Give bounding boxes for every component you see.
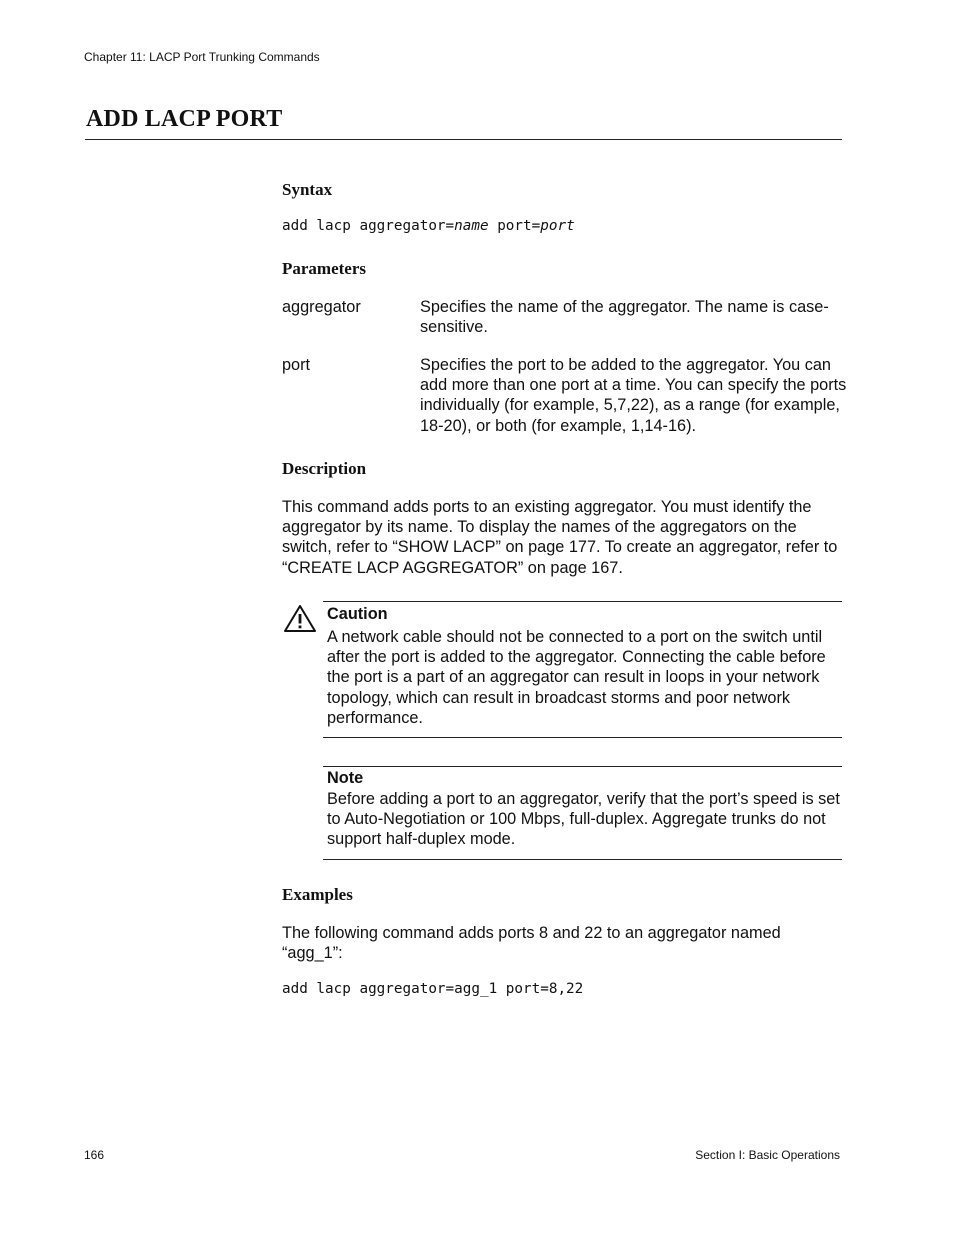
parameters-heading: Parameters <box>282 259 367 278</box>
description-heading: Description <box>282 459 367 478</box>
note-bottom-rule <box>323 859 842 860</box>
syntax-heading: Syntax <box>282 180 333 199</box>
footer-section: Section I: Basic Operations <box>695 1148 840 1162</box>
syntax-cmd-part1: add lacp aggregator= <box>282 218 455 234</box>
description-text: This command adds ports to an existing aggregator. You must identify the aggregator by its name. To display the names of the aggregators on the switch, refer to “SHOW LACP” on page 177. To create an aggregator, refer to “CREATE LACP AGGREGATOR” on page 167. <box>282 498 838 577</box>
note-top-rule <box>323 766 842 767</box>
page-title: ADD LACP PORT <box>86 106 283 132</box>
caution-top-rule <box>323 601 842 602</box>
note-label: Note <box>327 769 364 787</box>
title-rule <box>85 139 842 140</box>
param-name: port <box>282 356 311 374</box>
page-number: 166 <box>84 1148 105 1162</box>
syntax-command <box>282 218 575 234</box>
example-command: add lacp aggregator=agg_1 port=8,22 <box>282 981 584 997</box>
param-description: Specifies the port to be added to the aggregator. You can add more than one port at a time. You can specify the ports individually (for example, 5,7,22), as a range (for example, 18-20), or both (for example, 1,14-16). <box>420 356 847 435</box>
note-text: Before adding a port to an aggregator, verify that the port’s speed is set to Auto-Negotiation or 100 Mbps, full-duplex. Aggregate trunks do not support half-duplex mode. <box>327 790 840 849</box>
caution-bottom-rule <box>323 737 842 738</box>
syntax-cmd-part2: port= <box>488 218 541 234</box>
caution-label: Caution <box>327 605 388 623</box>
syntax-arg-name: name <box>454 218 489 234</box>
warning-triangle-icon <box>283 604 317 634</box>
param-description: Specifies the name of the aggregator. The name is case-sensitive. <box>420 298 829 337</box>
caution-text: A network cable should not be connected to a port on the switch until after the port is added to the aggregator. Connecting the cable before the port is a part of an aggregator can result in loops in your network topology, which can result in broadcast storms and poor network performance. <box>327 628 826 727</box>
examples-text: The following command adds ports 8 and 22 to an aggregator named “agg_1”: <box>282 924 781 963</box>
running-header: Chapter 11: LACP Port Trunking Commands <box>84 50 320 64</box>
syntax-arg-port: port <box>540 218 575 234</box>
param-name: aggregator <box>282 298 361 316</box>
examples-heading: Examples <box>282 885 353 904</box>
